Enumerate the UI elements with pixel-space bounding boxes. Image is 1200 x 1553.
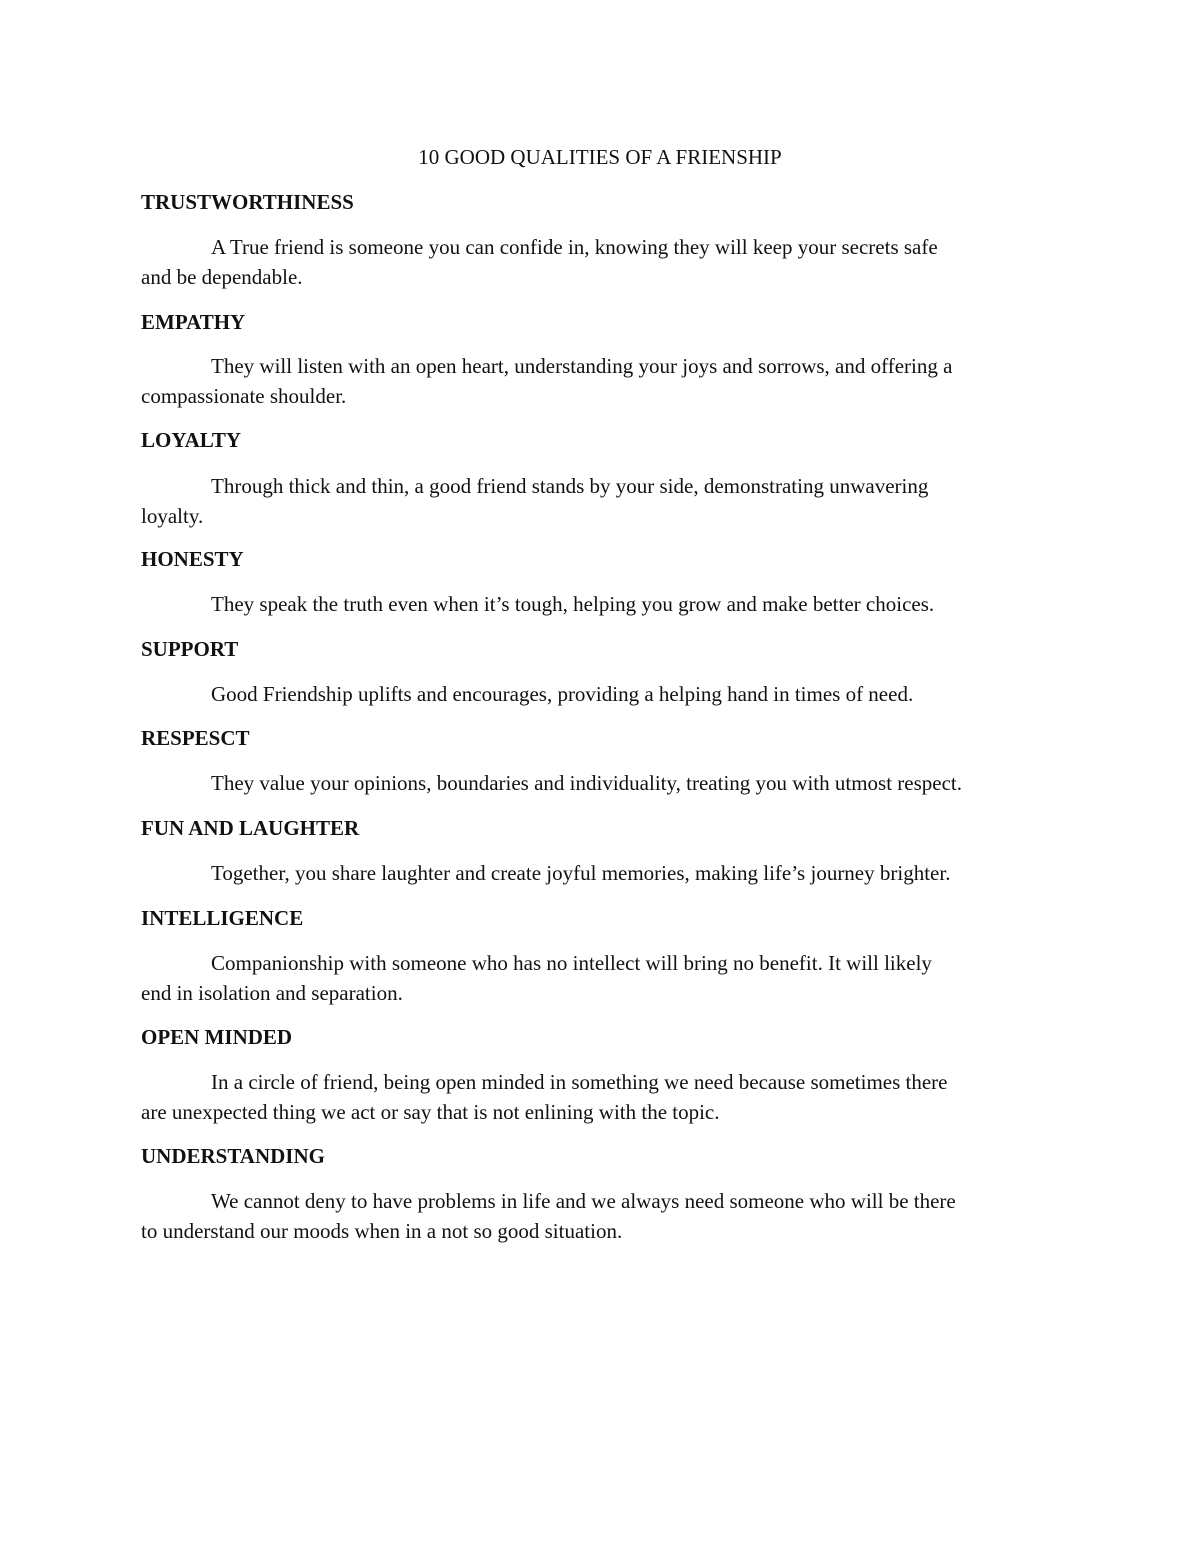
section-body-empathy bbox=[141, 351, 1061, 411]
section-body-fun-and-laughter bbox=[141, 858, 1061, 888]
body-line: In a circle of friend, being open minded in something we need because sometimes there bbox=[211, 1070, 948, 1094]
section-body-trustworthiness bbox=[141, 232, 1061, 292]
body-line: We cannot deny to have problems in life and we always need someone who will be there bbox=[211, 1189, 956, 1213]
body-line: They value your opinions, boundaries and individuality, treating you with utmost respect. bbox=[211, 771, 962, 795]
document-title: 10 GOOD QUALITIES OF A FRIENSHIP bbox=[418, 145, 782, 169]
section-heading-trustworthiness: TRUSTWORTHINESS bbox=[141, 190, 354, 214]
body-line: Together, you share laughter and create joyful memories, making life’s journey brighter. bbox=[211, 861, 951, 885]
section-heading-respect: RESPESCT bbox=[141, 726, 250, 750]
section-body-understanding bbox=[141, 1186, 1061, 1246]
section-heading-support: SUPPORT bbox=[141, 637, 239, 661]
body-line: to understand our moods when in a not so good situation. bbox=[141, 1219, 623, 1243]
section-heading-open-minded: OPEN MINDED bbox=[141, 1025, 293, 1049]
body-line: Companionship with someone who has no intellect will bring no benefit. It will likely bbox=[211, 951, 932, 975]
section-body-honesty bbox=[141, 589, 1061, 619]
section-heading-intelligence: INTELLIGENCE bbox=[141, 906, 304, 930]
body-line: They speak the truth even when it’s tough, helping you grow and make better choices. bbox=[211, 592, 935, 616]
section-body-respect bbox=[141, 768, 1061, 798]
body-line: compassionate shoulder. bbox=[141, 384, 347, 408]
section-heading-understanding: UNDERSTANDING bbox=[141, 1144, 325, 1168]
body-line: A True friend is someone you can confide in, knowing they will keep your secrets safe bbox=[211, 235, 938, 259]
section-heading-fun-and-laughter: FUN AND LAUGHTER bbox=[141, 816, 360, 840]
body-line: end in isolation and separation. bbox=[141, 981, 403, 1005]
section-heading-loyalty: LOYALTY bbox=[141, 428, 241, 452]
body-line: Good Friendship uplifts and encourages, providing a helping hand in times of need. bbox=[211, 682, 914, 706]
section-heading-empathy: EMPATHY bbox=[141, 310, 246, 334]
body-line: are unexpected thing we act or say that is not enlining with the topic. bbox=[141, 1100, 720, 1124]
section-body-support bbox=[141, 679, 1061, 709]
section-body-open-minded bbox=[141, 1067, 1061, 1127]
body-line: They will listen with an open heart, understanding your joys and sorrows, and offering a bbox=[211, 354, 953, 378]
section-body-intelligence bbox=[141, 948, 1061, 1008]
body-line: Through thick and thin, a good friend stands by your side, demonstrating unwavering bbox=[211, 474, 929, 498]
body-line: and be dependable. bbox=[141, 265, 303, 289]
section-body-loyalty bbox=[141, 471, 1061, 531]
section-heading-honesty: HONESTY bbox=[141, 547, 244, 571]
body-line: loyalty. bbox=[141, 504, 204, 528]
